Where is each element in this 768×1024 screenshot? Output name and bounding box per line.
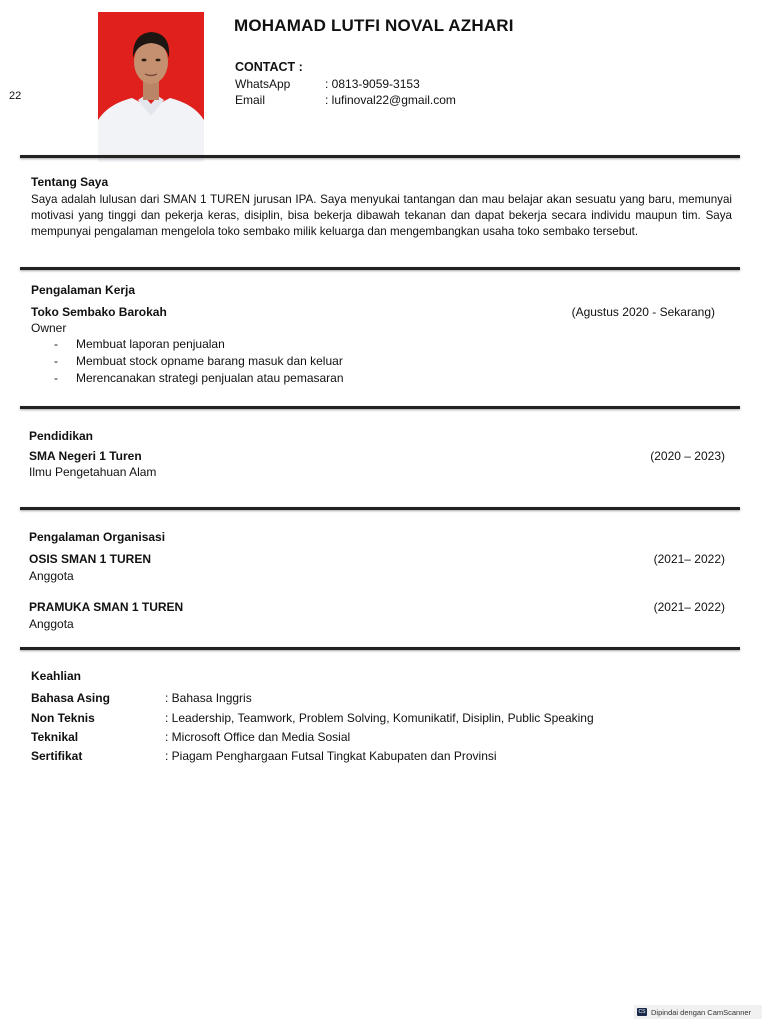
skill-key: Teknikal	[31, 730, 79, 744]
candidate-name: MOHAMAD LUTFI NOVAL AZHARI	[234, 16, 514, 35]
whatsapp-label: WhatsApp	[235, 77, 291, 91]
duty-text: Membuat laporan penjualan	[76, 337, 225, 351]
education-title: Pendidikan	[29, 429, 94, 443]
scanner-watermark	[634, 1005, 762, 1019]
organization-period: (2021– 2022)	[653, 600, 725, 614]
about-title: Tentang Saya	[31, 175, 109, 189]
experience-duty-list	[54, 336, 344, 386]
section-divider	[20, 507, 740, 510]
list-dash: -	[54, 370, 58, 385]
skill-key: Bahasa Asing	[31, 691, 110, 705]
skill-key: Sertifikat	[31, 749, 83, 763]
experience-company: Toko Sembako Barokah	[31, 305, 167, 319]
contact-email-row	[235, 93, 456, 107]
section-divider	[20, 267, 740, 270]
list-dash: -	[54, 337, 58, 351]
skill-value: : Bahasa Inggris	[165, 691, 252, 705]
section-divider	[20, 155, 740, 158]
organization-title: Pengalaman Organisasi	[29, 530, 166, 544]
education-period: (2020 – 2023)	[650, 449, 725, 463]
skills-title: Keahlian	[31, 669, 82, 683]
organization-role: Anggota	[29, 617, 74, 631]
skill-key: Non Teknis	[31, 711, 95, 725]
list-dash: -	[54, 353, 58, 368]
list-item	[54, 370, 344, 387]
camscanner-icon: CS	[638, 1009, 646, 1015]
skill-row	[31, 749, 731, 763]
margin-page-number: 22	[9, 90, 22, 102]
experience-period: (Agustus 2020 - Sekarang)	[571, 305, 715, 319]
organization-role: Anggota	[29, 569, 74, 583]
skill-row	[31, 711, 731, 725]
email-label: Email	[235, 93, 266, 107]
skill-value: : Leadership, Teamwork, Problem Solving, Komunikatif, Disiplin, Public Speaking	[165, 711, 594, 725]
experience-role: Owner	[31, 321, 67, 335]
duty-text: Membuat stock opname barang masuk dan keluar	[76, 353, 343, 368]
scanner-watermark-text: Dipindai dengan CamScanner	[651, 1007, 752, 1017]
about-text: Saya adalah lulusan dari SMAN 1 TUREN jurusan IPA. Saya menyukai tantangan dan mau belajar akan sesuatu yang baru, memunyai motivasi yang tinggi dan pekerja keras, disiplin, bisa bekerja dibawah tekanan dan dapat bekerja secara individu maupun tim. Saya mempunyai pengalaman mengelola toko sembako milik keluarga dan mengembangkan usaha toko sembako tersebut.	[31, 193, 732, 239]
experience-title: Pengalaman Kerja	[31, 283, 136, 297]
section-divider	[20, 647, 740, 650]
organization-name: OSIS SMAN 1 TUREN	[29, 552, 152, 566]
list-item	[54, 353, 344, 370]
skill-value: : Microsoft Office dan Media Sosial	[165, 730, 351, 744]
skill-value: : Piagam Penghargaan Futsal Tingkat Kabupaten dan Provinsi	[165, 749, 497, 763]
profile-photo	[98, 12, 204, 162]
list-item	[54, 336, 344, 353]
whatsapp-value: : 0813-9059-3153	[325, 77, 420, 91]
education-school: SMA Negeri 1 Turen	[29, 449, 142, 463]
email-value: : lufinoval22@gmail.com	[325, 93, 456, 107]
contact-heading: CONTACT :	[235, 60, 303, 74]
education-major: Ilmu Pengetahuan Alam	[29, 465, 157, 479]
skill-row	[31, 691, 731, 705]
organization-period: (2021– 2022)	[653, 552, 725, 566]
skill-row	[31, 730, 731, 744]
section-divider	[20, 406, 740, 409]
duty-text: Merencanakan strategi penjualan atau pemasaran	[76, 370, 344, 385]
organization-name: PRAMUKA SMAN 1 TUREN	[29, 600, 184, 614]
contact-whatsapp-row	[235, 77, 420, 91]
